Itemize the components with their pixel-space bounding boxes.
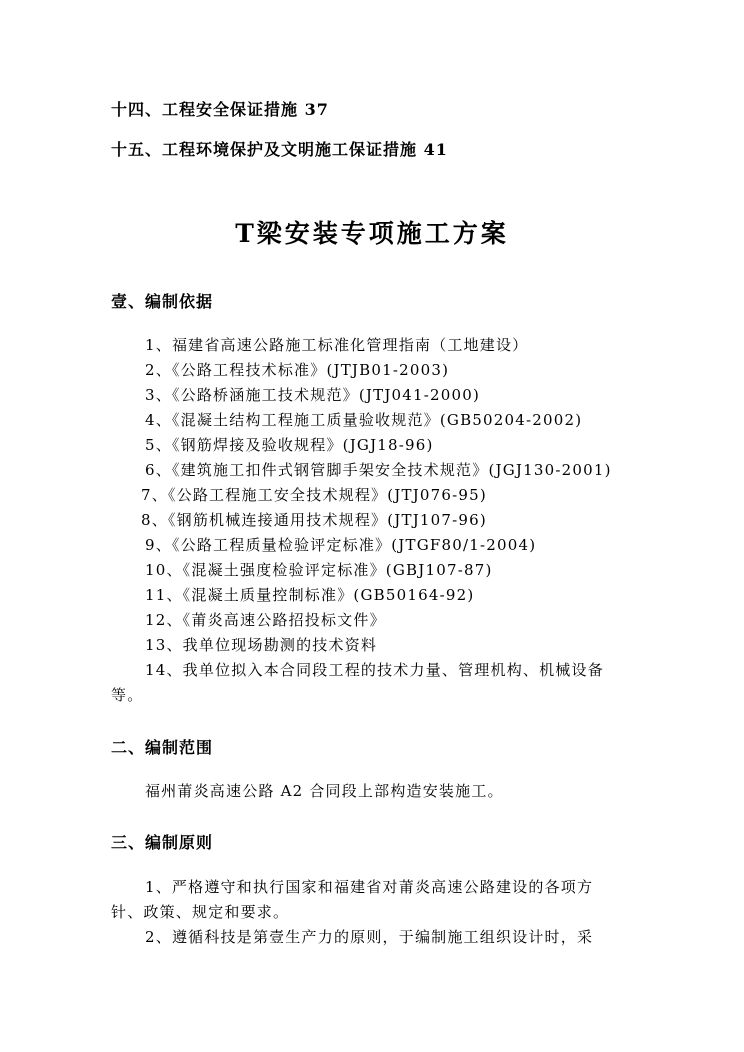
document-title: T梁安装专项施工方案 [235, 219, 509, 248]
toc-item-15: 十五、工程环境保护及文明施工保证措施 41 [111, 140, 448, 159]
basis-item-14-line2: 等。 [111, 686, 144, 704]
scope-text: 福州莆炎高速公路 A2 合同段上部构造安装施工。 [145, 782, 504, 800]
section-heading-principles: 三、编制原则 [111, 833, 214, 852]
toc-item-14: 十四、工程安全保证措施 37 [111, 100, 329, 119]
basis-item-2: 2、《公路工程技术标准》(JTJB01-2003) [145, 361, 450, 379]
basis-item-8: 8、《钢筋机械连接通用技术规程》(JTJ107-96) [141, 511, 487, 529]
principle-1-line1: 1、严格遵守和执行国家和福建省对莆炎高速公路建设的各项方 [145, 878, 594, 896]
section-heading-basis: 壹、编制依据 [111, 292, 214, 311]
basis-item-5: 5、《钢筋焊接及验收规程》(JGJ18-96) [145, 436, 434, 454]
basis-item-9: 9、《公路工程质量检验评定标准》(JTGF80/1-2004) [145, 536, 537, 554]
basis-item-6: 6、《建筑施工扣件式钢管脚手架安全技术规范》(JGJ130-2001) [145, 461, 612, 479]
basis-item-3: 3、《公路桥涵施工技术规范》(JTJ041-2000) [145, 386, 481, 404]
basis-item-4: 4、《混凝土结构工程施工质量验收规范》(GB50204-2002) [145, 411, 583, 429]
principle-1-line2: 针、政策、规定和要求。 [111, 903, 290, 921]
basis-item-10: 10、《混凝土强度检验评定标准》(GBJ107-87) [145, 561, 493, 579]
section-heading-scope: 二、编制范围 [111, 738, 214, 757]
principle-2-line1: 2、遵循科技是第壹生产力的原则，于编制施工组织设计时，采 [145, 928, 594, 946]
basis-item-7: 7、《公路工程施工安全技术规程》(JTJ076-95) [141, 486, 487, 504]
basis-item-13: 13、我单位现场勘测的技术资料 [145, 636, 378, 654]
basis-item-1: 1、福建省高速公路施工标准化管理指南（工地建设） [145, 336, 529, 354]
basis-item-12: 12、《莆炎高速公路招投标文件》 [145, 611, 386, 629]
basis-item-14-line1: 14、我单位拟入本合同段工程的技术力量、管理机构、机械设备 [145, 661, 604, 679]
basis-item-11: 11、《混凝土质量控制标准》(GB50164-92) [145, 586, 475, 604]
